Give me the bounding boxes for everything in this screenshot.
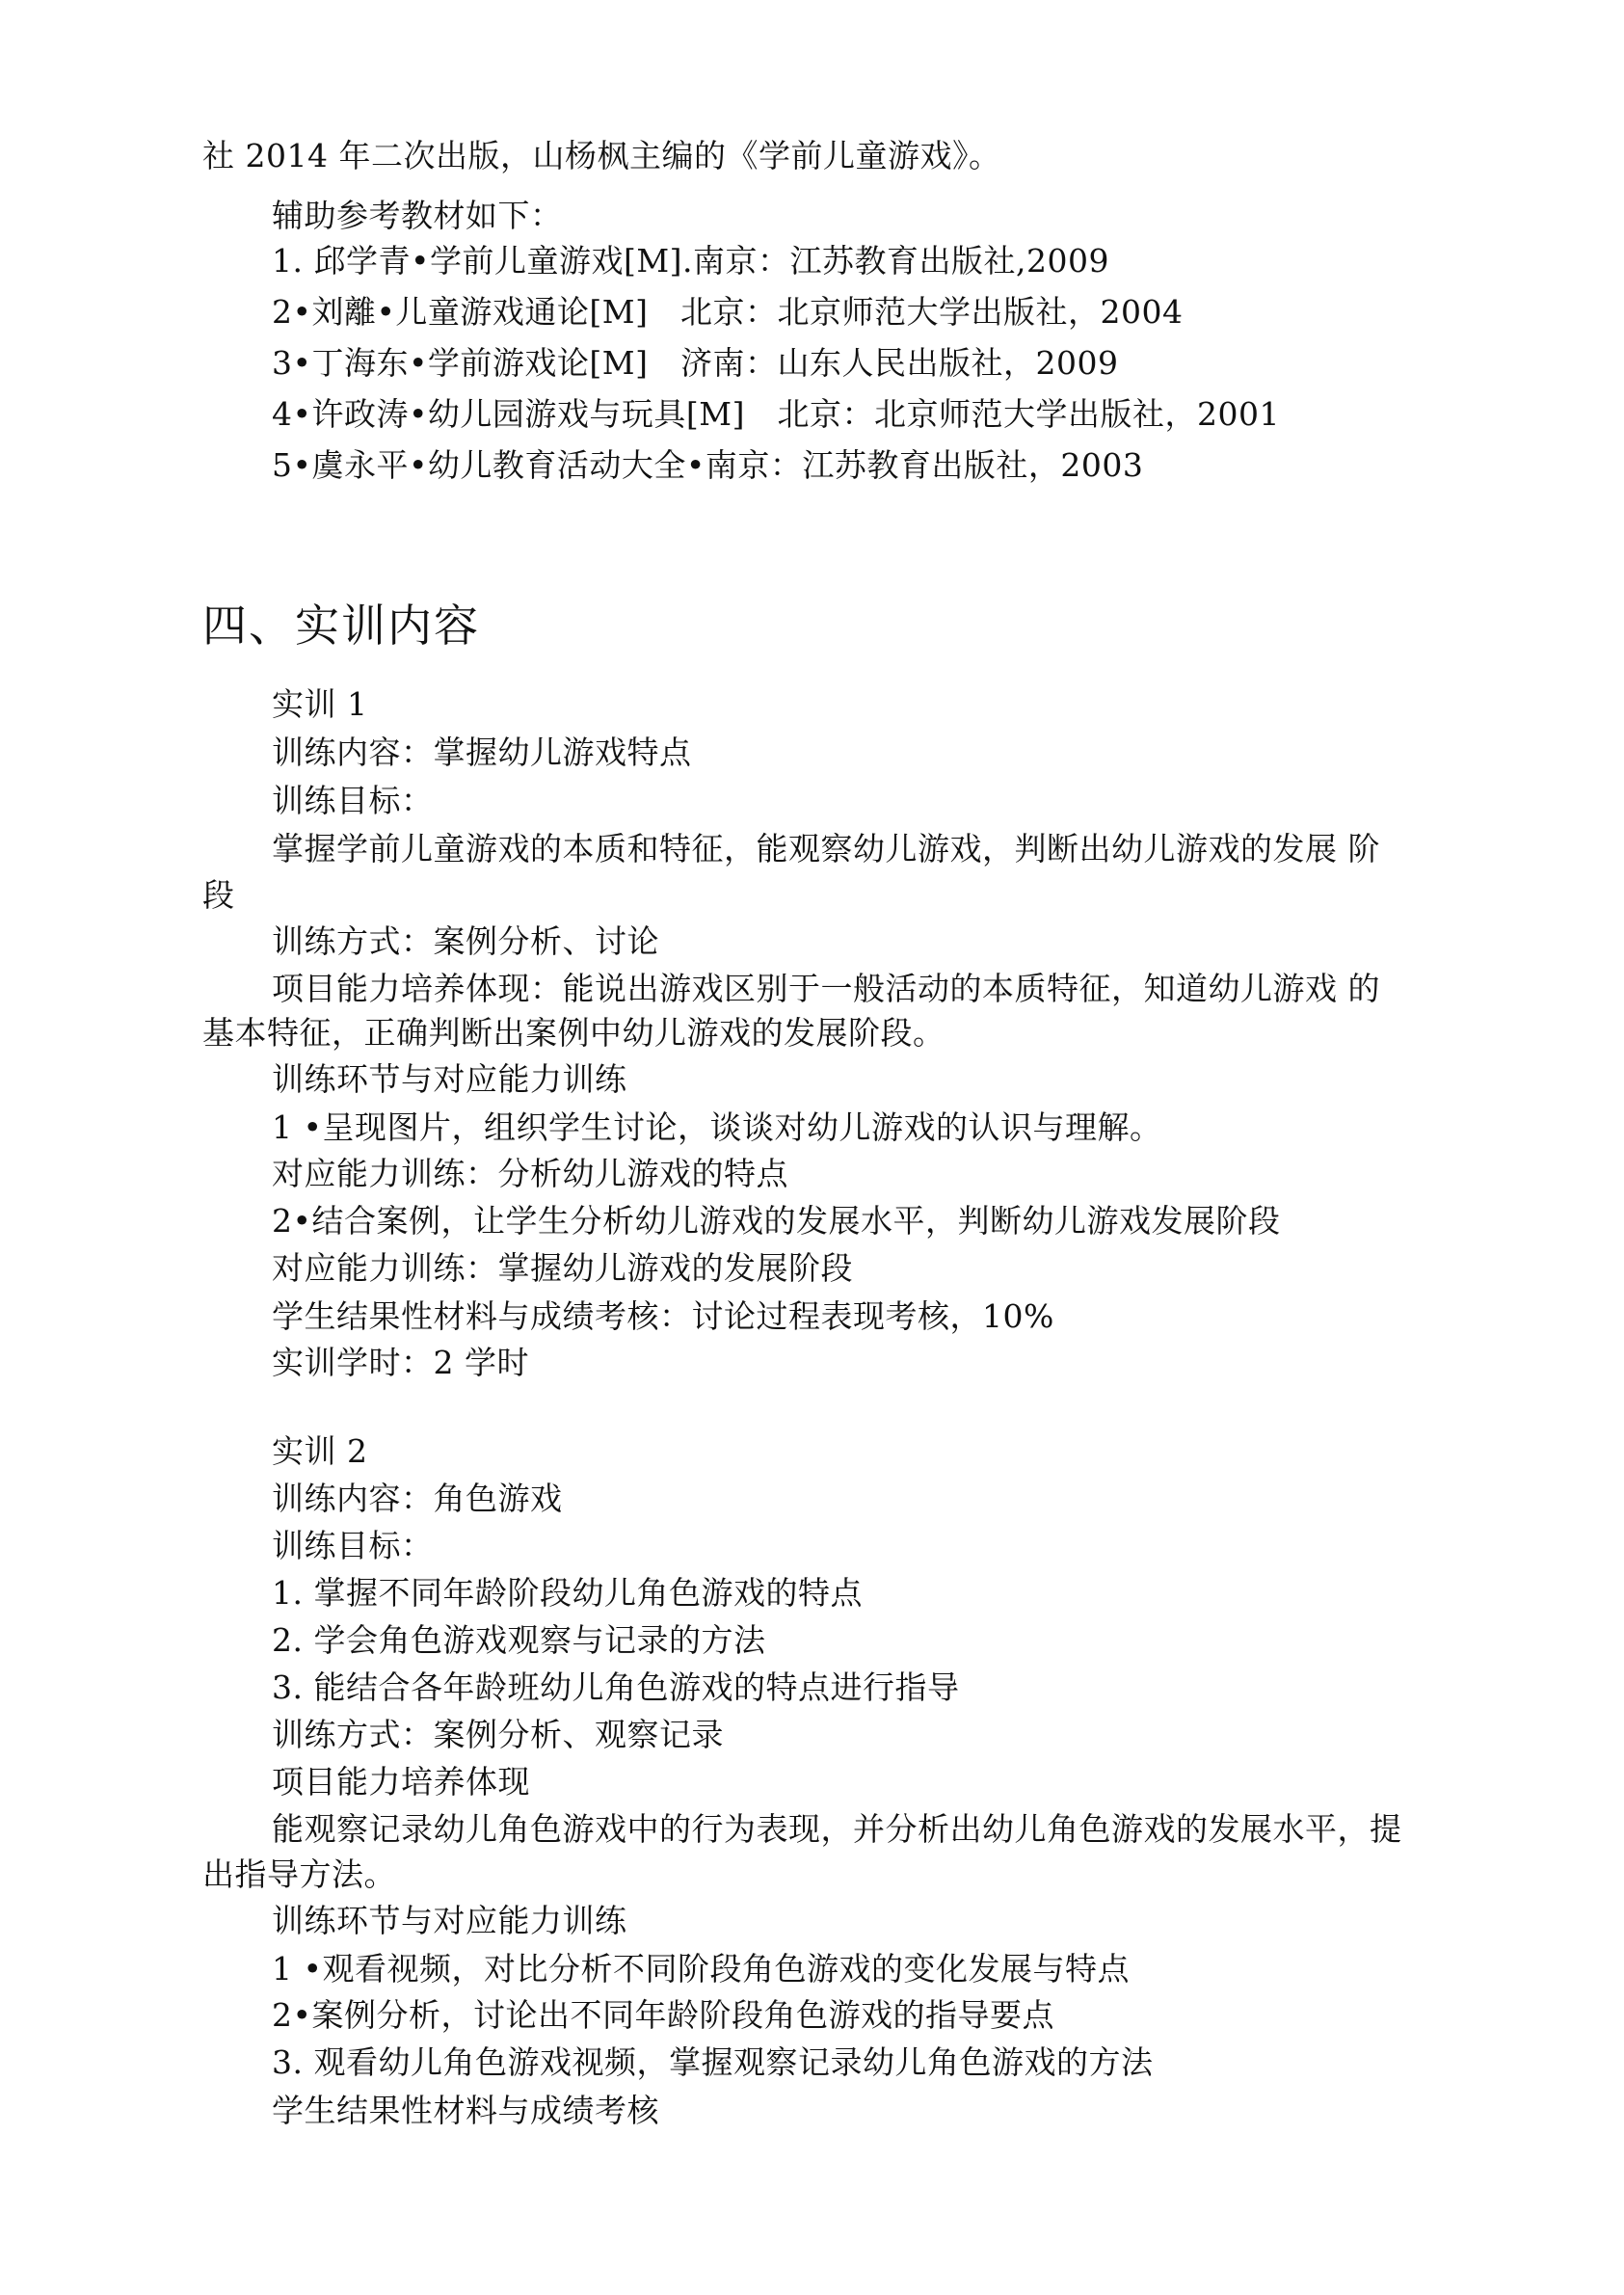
training-line: 3. 能结合各年龄班幼儿角色游戏的特点进行指导 [272, 1668, 960, 1706]
reference-item: 1. 邱学青•学前儿童游戏[M].南京：江苏教育出版社,2009 [272, 242, 1109, 280]
training-line: 1 •呈现图片，组织学生讨论，谈谈对幼儿游戏的认识与理解。 [272, 1108, 1162, 1146]
training-line: 出指导方法。 [202, 1855, 396, 1893]
training-line: 掌握学前儿童游戏的本质和特征，能观察幼儿游戏，判断出幼儿游戏的发展 阶 [272, 830, 1380, 867]
training-line: 训练内容：掌握幼儿游戏特点 [272, 734, 692, 771]
training-line: 2•案例分析，讨论出不同年龄阶段角色游戏的指导要点 [272, 1996, 1054, 2034]
training-line: 2. 学会角色游戏观察与记录的方法 [272, 1621, 766, 1659]
training-line: 训练环节与对应能力训练 [272, 1902, 627, 1939]
training-line: 1. 掌握不同年龄阶段幼儿角色游戏的特点 [272, 1574, 863, 1612]
training-line: 段 [202, 876, 235, 914]
training-line: 项目能力培养体现 [272, 1763, 530, 1801]
training-line: 训练目标： [272, 1527, 434, 1564]
reference-item: 2•刘離•儿童游戏通论[M] 北京：北京师范大学出版社，2004 [272, 293, 1184, 331]
training-line: 基本特征，正确判断出案例中幼儿游戏的发展阶段。 [202, 1014, 945, 1052]
reference-heading: 辅助参考教材如下： [272, 197, 563, 234]
training-line: 学生结果性材料与成绩考核 [272, 2092, 659, 2129]
training-line: 1 •观看视频，对比分析不同阶段角色游戏的变化发展与特点 [272, 1950, 1130, 1988]
training-line: 3. 观看幼儿角色游戏视频，掌握观察记录幼儿角色游戏的方法 [272, 2043, 1154, 2081]
training-line: 2•结合案例，让学生分析幼儿游戏的发展水平，判断幼儿游戏发展阶段 [272, 1202, 1281, 1240]
training-line: 项目能力培养体现：能说出游戏区别于一般活动的本质特征，知道幼儿游戏 的 [272, 970, 1380, 1007]
training-line: 对应能力训练：掌握幼儿游戏的发展阶段 [272, 1249, 853, 1287]
training-line: 能观察记录幼儿角色游戏中的行为表现，并分析出幼儿角色游戏的发展水平，提 [272, 1810, 1402, 1848]
training-line: 训练目标： [272, 782, 434, 819]
training-title: 实训 2 [272, 1432, 368, 1470]
training-line: 训练方式：案例分析、观察记录 [272, 1716, 724, 1753]
training-line: 学生结果性材料与成绩考核：讨论过程表现考核，10% [272, 1297, 1054, 1335]
reference-item: 3•丁海东•学前游戏论[M] 济南：山东人民出版社，2009 [272, 344, 1119, 382]
training-title: 实训 1 [272, 685, 368, 723]
section-heading: 四、实训内容 [202, 600, 480, 652]
training-line: 实训学时：2 学时 [272, 1344, 529, 1381]
reference-item: 5•虞永平•幼儿教育活动大全•南京：江苏教育出版社，2003 [272, 446, 1144, 484]
paragraph-continuation: 社 2014 年二次出版，山杨枫主编的《学前儿童游戏》。 [202, 137, 1001, 174]
training-line: 训练方式：案例分析、讨论 [272, 922, 659, 960]
training-line: 训练环节与对应能力训练 [272, 1060, 627, 1098]
training-line: 对应能力训练：分析幼儿游戏的特点 [272, 1155, 788, 1192]
training-line: 训练内容：角色游戏 [272, 1480, 563, 1517]
reference-item: 4•许政涛•幼儿园游戏与玩具[M] 北京：北京师范大学出版社，2001 [272, 395, 1280, 433]
